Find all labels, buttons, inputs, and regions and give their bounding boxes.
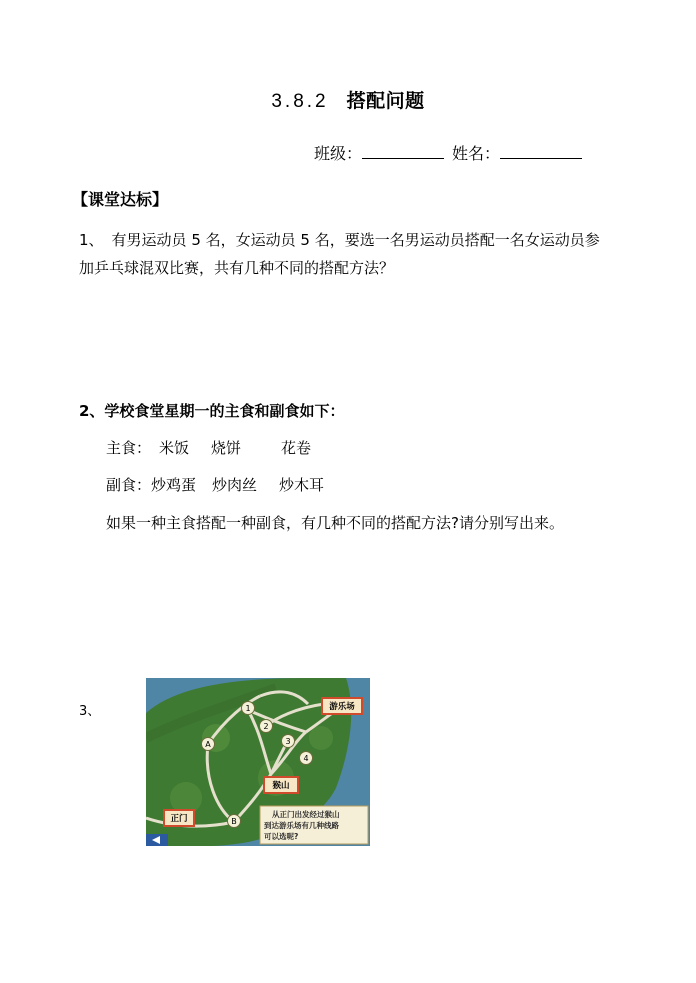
side-label: 副食： (106, 476, 152, 494)
park-route-map (146, 678, 370, 846)
map-node: A (205, 740, 211, 749)
page-title (0, 86, 696, 113)
question-3-number: 3、 (79, 704, 101, 719)
side-row (106, 474, 324, 495)
staple-item: 米饭 (159, 439, 190, 457)
mountain-label: 猴山 (272, 781, 290, 791)
map-node: 1 (245, 704, 251, 713)
side-item: 炒木耳 (279, 476, 325, 494)
staple-item: 花卷 (281, 439, 312, 457)
question-1 (79, 226, 600, 282)
name-label: 姓名： (452, 144, 501, 163)
question-1-line2: 加乒乓球混双比赛，共有几种不同的搭配方法？ (79, 259, 395, 277)
question-2-prompt: 如果一种主食搭配一种副食，有几种不同的搭配方法?请分别写出来。 (106, 514, 564, 532)
name-blank[interactable] (500, 143, 582, 159)
title-text: 搭配问题 (346, 90, 425, 112)
title-number: 3.8.2 (271, 91, 329, 112)
side-item: 炒肉丝 (212, 476, 258, 494)
side-item: 炒鸡蛋 (151, 476, 197, 494)
class-label: 班级： (314, 144, 363, 163)
map-node: 3 (285, 737, 291, 746)
question-1-number: 1、 (79, 231, 104, 249)
caption-line: 从正门出发经过猴山 (272, 810, 340, 819)
class-blank[interactable] (362, 143, 444, 159)
map-node: B (231, 817, 237, 826)
class-name-line (314, 141, 590, 164)
staple-row (106, 437, 311, 458)
map-node: 4 (303, 754, 309, 763)
gate-label: 正门 (170, 814, 188, 824)
question-2-intro: 2、学校食堂星期一的主食和副食如下： (79, 402, 345, 420)
caption-line: 到达游乐场有几种线路 (264, 821, 339, 830)
staple-label: 主食： (106, 439, 152, 457)
park-label: 游乐场 (329, 702, 355, 712)
caption-line: 可以选呢? (264, 832, 299, 841)
map-node: 2 (263, 722, 269, 731)
question-1-line1: 有男运动员 5 名，女运动员 5 名，要选一名男运动员搭配一名女运动员参 (111, 231, 600, 249)
staple-item: 烧饼 (211, 439, 242, 457)
section-title: 【课堂达标】 (72, 190, 169, 209)
